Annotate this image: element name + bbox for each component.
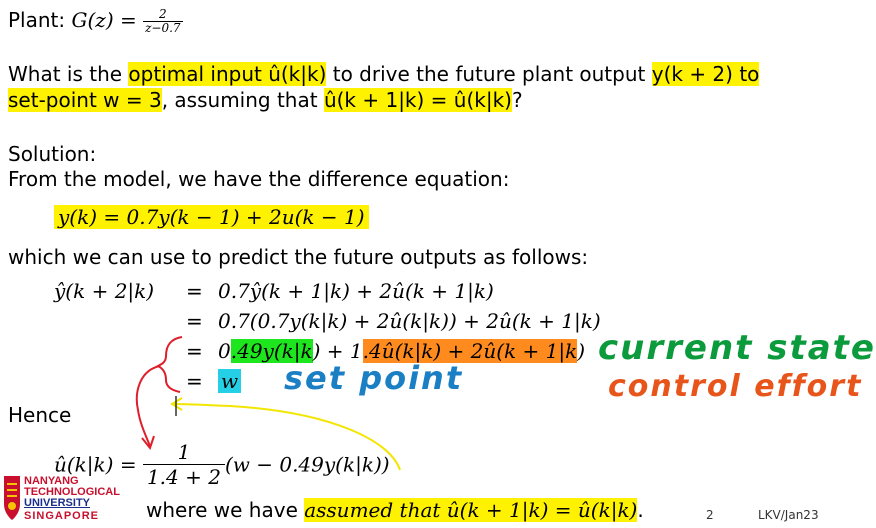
result-numerator: 1 xyxy=(143,440,225,465)
plant-numerator: 2 xyxy=(143,8,182,22)
eq1-rhs: 0.7ŷ(k + 1|k) + 2û(k + 1|k) xyxy=(218,279,494,303)
eq3-equals: = xyxy=(186,339,203,363)
logo-line-2: TECHNOLOGICAL xyxy=(24,486,120,498)
eq3-current-state-highlight: .49y(k|k xyxy=(230,339,313,363)
logo-line-3: UNIVERSITY xyxy=(24,497,91,509)
plant-label: Plant: xyxy=(8,8,72,32)
eq2-rhs: 0.7(0.7y(k|k) + 2û(k|k)) + 2û(k + 1|k) xyxy=(218,309,601,333)
eq3-part: 0 xyxy=(218,339,231,363)
where-assumption-highlight: assumed that û(k + 1|k) = û(k|k) xyxy=(304,498,638,522)
eq4-setpoint-highlight: w xyxy=(218,369,241,393)
plant-denominator: z−0.7 xyxy=(145,21,181,35)
ntu-crest-icon xyxy=(2,474,22,524)
question-highlight-assumption: û(k + 1|k) = û(k|k) xyxy=(323,88,512,112)
where-line xyxy=(146,498,644,522)
where-text: where we have xyxy=(146,498,305,522)
question-text: , assuming that xyxy=(161,88,324,112)
annotation-current-state: current state xyxy=(598,328,876,368)
solution-intro: From the model, we have the difference equation: xyxy=(8,167,510,191)
question-text: to drive the future plant output xyxy=(326,62,652,86)
question-text: ? xyxy=(511,88,523,112)
solution-title: Solution: xyxy=(8,142,97,166)
ntu-logo xyxy=(2,472,132,526)
annotation-control-effort: control effort xyxy=(608,369,863,404)
eq3-part: ) xyxy=(577,339,586,363)
footer-code: LKV/Jan23 xyxy=(758,508,819,522)
hence-label: Hence xyxy=(8,403,72,427)
red-arrow xyxy=(137,366,160,446)
question-highlight-optimal-input: optimal input û(k|k) xyxy=(128,62,327,86)
result-denominator: 1.4 + 2 xyxy=(146,465,221,489)
predict-text: which we can use to predict the future outputs as follows: xyxy=(8,245,589,269)
annotation-set-point: set point xyxy=(284,359,464,397)
question-text: What is the xyxy=(8,62,129,86)
where-text: . xyxy=(637,498,644,522)
logo-line-4: SINGAPORE xyxy=(24,510,100,522)
question-highlight-output: y(k + 2) to xyxy=(651,62,760,86)
eq3-part: ) + 1 xyxy=(312,339,363,363)
page-number: 2 xyxy=(706,508,714,522)
logo-line-1: NANYANG xyxy=(24,475,79,487)
question-highlight-setpoint: set-point w = 3 xyxy=(8,88,162,112)
eq1-lhs: ŷ(k + 2|k) xyxy=(54,279,155,303)
eq2-equals: = xyxy=(186,309,203,333)
eq4-equals: = xyxy=(186,369,203,393)
result-rhs: (w − 0.49y(k|k)) xyxy=(224,452,390,477)
result-lhs: û(k|k) = xyxy=(54,452,143,477)
difference-equation-highlight: y(k) = 0.7y(k − 1) + 2u(k − 1) xyxy=(54,205,369,229)
plant-transfer-function: G(z) = xyxy=(71,8,144,32)
red-brace xyxy=(158,337,182,392)
eq1-equals: = xyxy=(186,279,203,303)
result-fraction xyxy=(143,440,225,489)
eq3-control-effort-highlight: .4û(k|k) + 2û(k + 1|k xyxy=(362,339,578,363)
